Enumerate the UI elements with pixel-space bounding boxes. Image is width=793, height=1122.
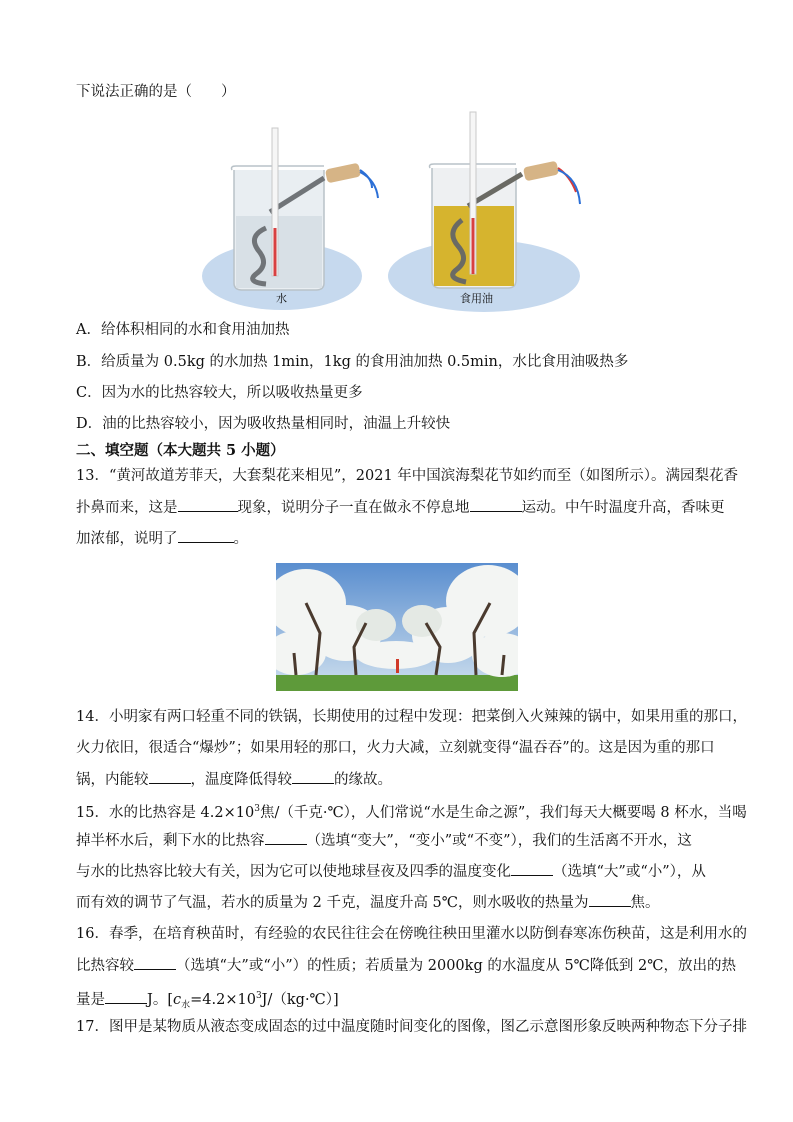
q14-text: 锅，内能较 bbox=[76, 772, 149, 788]
q13-text: 扑鼻而来，这是 bbox=[76, 500, 178, 516]
q15-line4 bbox=[76, 892, 660, 913]
q16-text: 量是 bbox=[76, 991, 105, 1008]
q16-line3 bbox=[76, 986, 339, 1016]
option-a: A．给体积相同的水和食用油加热 bbox=[76, 322, 290, 338]
q14-line3 bbox=[76, 769, 392, 790]
pear-blossom-illustration bbox=[276, 563, 518, 691]
q16-line1: 16．春季，在培育秧苗时，有经验的农民往往会在傍晚往秧田里灌水以防倒春寒冻伤秧苗，这是利用水的 bbox=[76, 926, 747, 942]
q14-text: 的缘故。 bbox=[334, 772, 392, 788]
q15-line1 bbox=[76, 799, 747, 823]
q16-text: J/（kg·℃）] bbox=[261, 991, 339, 1008]
answer-blank[interactable] bbox=[149, 769, 191, 784]
q16-line2 bbox=[76, 955, 736, 976]
water-label: 水 bbox=[276, 292, 287, 305]
q13-text: 现象，说明分子一直在做永不停息地 bbox=[237, 500, 470, 516]
q15-line2 bbox=[76, 830, 692, 851]
q15-text: 而有效的调节了气温，若水的质量为 2 千克，温度升高 5℃，则水吸收的热量为 bbox=[76, 895, 589, 911]
cooking-oil-label: 食用油 bbox=[460, 292, 493, 305]
q13-text: 运动。中午时温度升高，香味更 bbox=[521, 500, 725, 516]
pear-blossom-photo bbox=[276, 563, 518, 691]
answer-blank[interactable] bbox=[292, 769, 334, 784]
answer-blank[interactable] bbox=[105, 989, 147, 1004]
q15-text: 掉半杯水后，剩下水的比热容 bbox=[76, 833, 265, 849]
answer-blank[interactable] bbox=[265, 830, 307, 845]
q17-line1: 17．图甲是某物质从液态变成固态的过中温度随时间变化的图像，图乙示意图形象反映两种物态下分子排 bbox=[76, 1019, 747, 1035]
q15-line3 bbox=[76, 861, 706, 882]
option-c: C．因为水的比热容较大，所以吸收热量更多 bbox=[76, 385, 363, 401]
q16-text: 比热容较 bbox=[76, 958, 134, 974]
beaker-illustration bbox=[196, 108, 606, 314]
q16-superscript: 3 bbox=[255, 991, 262, 1001]
q13-text: 加浓郁，说明了 bbox=[76, 531, 178, 547]
answer-blank[interactable] bbox=[589, 892, 631, 907]
q16-text: =4.2×10 bbox=[190, 991, 256, 1008]
q15-text: 与水的比热容比较大有关，因为它可以使地球昼夜及四季的温度变化 bbox=[76, 864, 511, 880]
q14-line2: 火力依旧，很适合“爆炒”；如果用轻的那口，火力大减，立刻就变得“温吞吞”的。这是因为重的那口 bbox=[76, 740, 715, 756]
q15-text: 焦/（千克·℃），人们常说“水是生命之源”，我们每天大概要喝 8 杯水，当喝 bbox=[259, 804, 747, 821]
option-d: D．油的比热容较小，因为吸收热量相同时，油温上升较快 bbox=[76, 416, 451, 432]
answer-blank[interactable] bbox=[470, 497, 522, 512]
q13-line1: 13．“黄河故道芳菲天，大套梨花来相见”，2021 年中国滨海梨花节如约而至（如图所示）。满园梨花香 bbox=[76, 468, 739, 484]
q15-text: 焦。 bbox=[630, 895, 660, 911]
question-stem-intro: 下说法正确的是（ ） bbox=[76, 84, 236, 100]
q13-text: 。 bbox=[233, 531, 248, 547]
answer-blank[interactable] bbox=[178, 528, 234, 543]
answer-blank[interactable] bbox=[511, 861, 553, 876]
q16-text: J。[ bbox=[147, 991, 173, 1008]
option-b: B．给质量为 0.5kg 的水加热 1min，1kg 的食用油加热 0.5min，水比食用油吸热多 bbox=[76, 354, 629, 370]
q16-symbol-c: c bbox=[172, 991, 182, 1008]
q16-text: （选填“大”或“小”）的性质；若质量为 2000kg 的水温度从 5℃降低到 2℃，放出的热 bbox=[176, 958, 736, 974]
q14-line1: 14．小明家有两口轻重不同的铁锅，长期使用的过程中发现：把菜倒入火辣辣的锅中，如果用重的那口， bbox=[76, 709, 747, 725]
q15-text: （选填“变大”，“变小”或“不变”），我们的生活离不开水，这 bbox=[306, 833, 692, 849]
q15-text: 15．水的比热容是 4.2×10 bbox=[76, 804, 255, 821]
section-heading: 二、填空题（本大题共 5 小题） bbox=[76, 442, 285, 459]
beaker-figure bbox=[196, 108, 606, 314]
q14-text: ，温度降低得较 bbox=[190, 772, 292, 788]
answer-blank[interactable] bbox=[178, 497, 238, 512]
answer-blank[interactable] bbox=[134, 955, 176, 970]
q16-subscript: 水 bbox=[181, 1000, 191, 1011]
q15-superscript: 3 bbox=[254, 804, 260, 814]
q13-line3 bbox=[76, 528, 248, 549]
q15-text: （选填“大”或“小”），从 bbox=[553, 864, 706, 880]
q13-line2 bbox=[76, 497, 725, 518]
